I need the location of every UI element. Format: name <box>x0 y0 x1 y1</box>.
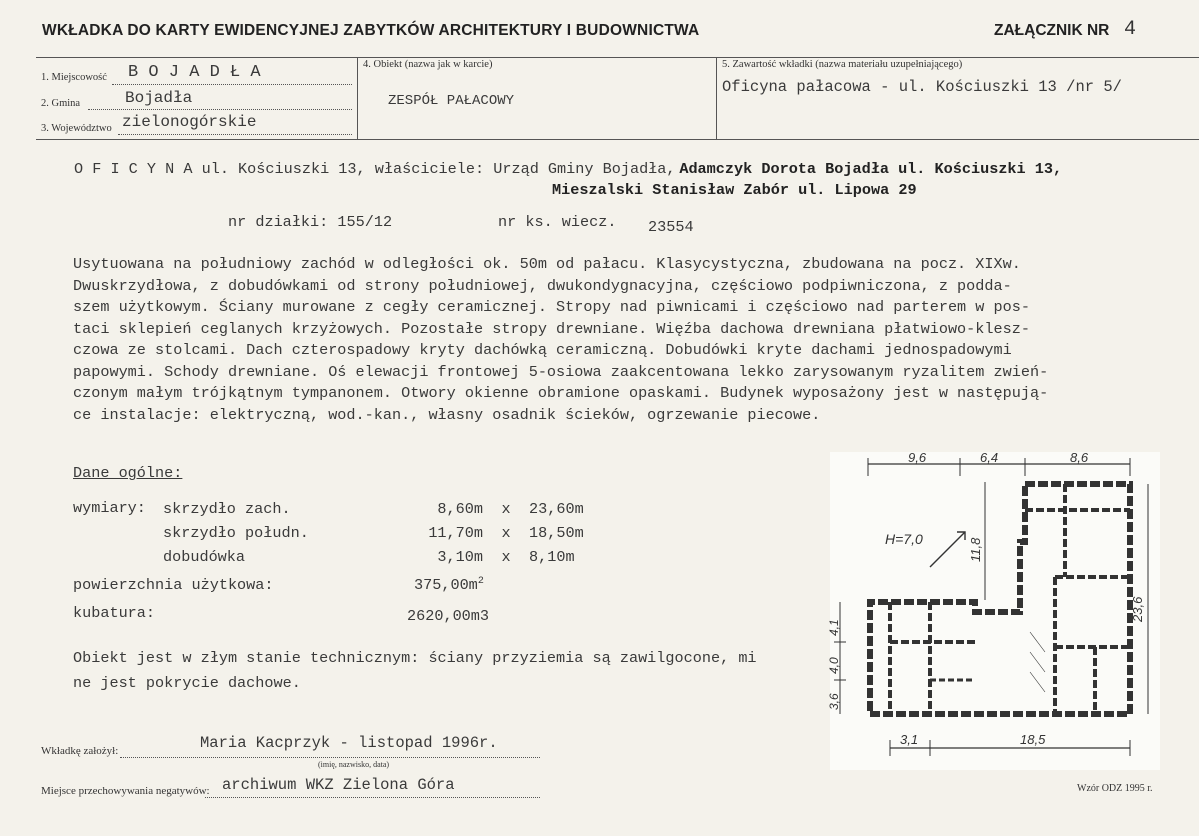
description-line: czowa ze stolcami. Dach czterospadowy kryty dachówką ceramiczną. Dobudówki kryte dachami jednospadowymi <box>73 341 1012 359</box>
plan-left-dim-2: 4,0 <box>827 657 841 674</box>
owners-line-1 <box>74 160 1062 178</box>
dimension-b: 18,50m <box>529 524 584 542</box>
locality-dotline <box>112 84 352 85</box>
description-line: papowymi. Schody drewniane. Oś elewacji frontowej 5-osiowa zaakcentowana lekko zarysowanym ryzalitem zwień- <box>73 362 1049 381</box>
description-line: taci sklepień ceglanych krzyżowych. Pozostałe stropy drewniane. Więźba dachowa drewniana płatwiowo-klesz- <box>73 319 1030 338</box>
dimension-b: 23,60m <box>529 500 584 518</box>
condition-line-1: Obiekt jest w złym stanie technicznym: ściany przyziemia są zawilgocone, mi <box>73 649 757 667</box>
area-number: 375,00m <box>414 576 478 595</box>
plan-bottom-dim-1: 3,1 <box>900 732 919 747</box>
object-label: 4. Obiekt (nazwa jak w karcie) <box>363 59 493 70</box>
plan-top-dim-3: 8,6 <box>1070 450 1089 465</box>
condition-line-2: ne jest pokrycie dachowe. <box>73 674 301 692</box>
description-paragraph <box>73 254 1153 426</box>
annex-label: ZAŁĄCZNIK NR <box>994 22 1110 39</box>
voivodeship-dotline <box>118 134 352 135</box>
locality-value: B O J A D Ł A <box>128 63 261 82</box>
area-value <box>414 576 484 594</box>
dimension-x: x <box>501 524 511 542</box>
volume-value: 2620,00m3 <box>407 607 490 625</box>
form-title: WKŁADKA DO KARTY EWIDENCYJNEJ ZABYTKÓW ARCHITEKTURY I BUDOWNICTWA <box>42 22 700 39</box>
dimension-name: skrzydło zach. <box>163 500 291 518</box>
template-label: Wzór ODZ 1995 r. <box>1077 783 1153 794</box>
header-box-bottom <box>36 139 1199 140</box>
header-box-top <box>36 57 1199 58</box>
dimension-a: 11,70m <box>428 524 483 542</box>
owners-line-1a: O F I C Y N A ul. Kościuszki 13, właściciele: Urząd Gminy Bojadła, <box>74 160 676 178</box>
dimension-x: x <box>501 548 511 566</box>
object-value: ZESPÓŁ PAŁACOWY <box>388 93 515 109</box>
founded-label: Wkładkę założył: <box>41 745 119 757</box>
content-label: 5. Zawartość wkładki (nazwa materiału uzupełniającego) <box>722 59 963 70</box>
plan-left-dim-1: 4,1 <box>827 619 841 636</box>
dimension-name: skrzydło połudn. <box>163 524 309 542</box>
commune-value: Bojadła <box>125 89 193 107</box>
storage-dotline <box>205 797 540 798</box>
general-heading: Dane ogólne: <box>73 464 183 482</box>
floor-plan-drawing <box>827 450 1160 770</box>
dimensions-label: wymiary: <box>73 499 146 517</box>
owners-line-1b: Adamczyk Dorota Bojadła ul. Kościuszki 13, <box>679 160 1063 178</box>
description-line: Dwuskrzydłowa, z dobudówkami od strony południowej, dwukondygnacyjna, częściowo podpiwniczona, z podda- <box>73 276 1012 295</box>
description-line: Usytuowana na południowy zachód w odległości ok. 50m od pałacu. Klasycystyczna, zbudowana na pocz. XIXw. <box>73 255 1021 273</box>
owners-line-2: Mieszalski Stanisław Zabór ul. Lipowa 29 <box>552 181 917 199</box>
header-divider-2 <box>716 57 717 139</box>
plan-inner-dim: 11,8 <box>968 537 983 562</box>
dimension-x: x <box>501 500 511 518</box>
dimension-row <box>163 545 599 569</box>
dimension-a: 8,60m <box>437 500 483 518</box>
plan-top-dim-2: 6,4 <box>980 450 999 465</box>
founded-hint: (imię, nazwisko, data) <box>318 760 390 769</box>
storage-value: archiwum WKZ Zielona Góra <box>222 776 455 794</box>
description-line: szem użytkowym. Ściany murowane z cegły ceramicznej. Stropy nad piwnicami i częściowo nad parterem w pos- <box>73 298 1030 316</box>
area-label: powierzchnia użytkowa: <box>73 576 274 594</box>
dimension-a: 3,10m <box>437 548 483 566</box>
plan-height-label: H=7,0 <box>885 531 923 547</box>
plot-number: nr działki: 155/12 <box>228 213 393 231</box>
description-line: czonym małym trójkątnym tympanonem. Otwory okienne obramione opaskami. Budynek wyposażony jest w następują- <box>73 384 1049 402</box>
ledger-label: nr ks. wiecz. <box>498 213 617 231</box>
plan-bottom-dim-2: 18,5 <box>1020 732 1046 747</box>
header-divider-1 <box>357 57 358 139</box>
content-value: Oficyna pałacowa - ul. Kościuszki 13 /nr 5/ <box>722 78 1122 96</box>
annex-number: 4 <box>1124 18 1137 41</box>
dimension-name: dobudówka <box>163 548 246 566</box>
ledger-value: 23554 <box>648 218 694 236</box>
voivodeship-label: 3. Województwo <box>41 123 112 134</box>
commune-label: 2. Gmina <box>41 98 81 109</box>
founded-dotline <box>120 757 540 758</box>
storage-label: Miejsce przechowywania negatywów: <box>41 785 210 797</box>
locality-label: 1. Miejscowość <box>41 72 107 83</box>
dimension-b: 8,10m <box>529 548 575 566</box>
dimensions-table <box>163 497 599 569</box>
dimension-row <box>163 497 599 521</box>
commune-dotline <box>88 109 352 110</box>
dimension-row <box>163 521 599 545</box>
description-line: ce instalacje: elektryczną, wod.-kan., własny osadnik ścieków, ogrzewanie piecowe. <box>73 405 821 424</box>
plan-right-dim: 23,6 <box>1130 596 1145 622</box>
plan-left-dim-3: 3,6 <box>827 693 841 710</box>
floor-plan <box>827 450 1160 770</box>
voivodeship-value: zielonogórskie <box>122 113 257 131</box>
area-superscript: 2 <box>477 576 484 587</box>
plan-top-dim-1: 9,6 <box>908 450 927 465</box>
founded-value: Maria Kacprzyk - listopad 1996r. <box>200 734 498 752</box>
volume-label: kubatura: <box>73 604 156 622</box>
